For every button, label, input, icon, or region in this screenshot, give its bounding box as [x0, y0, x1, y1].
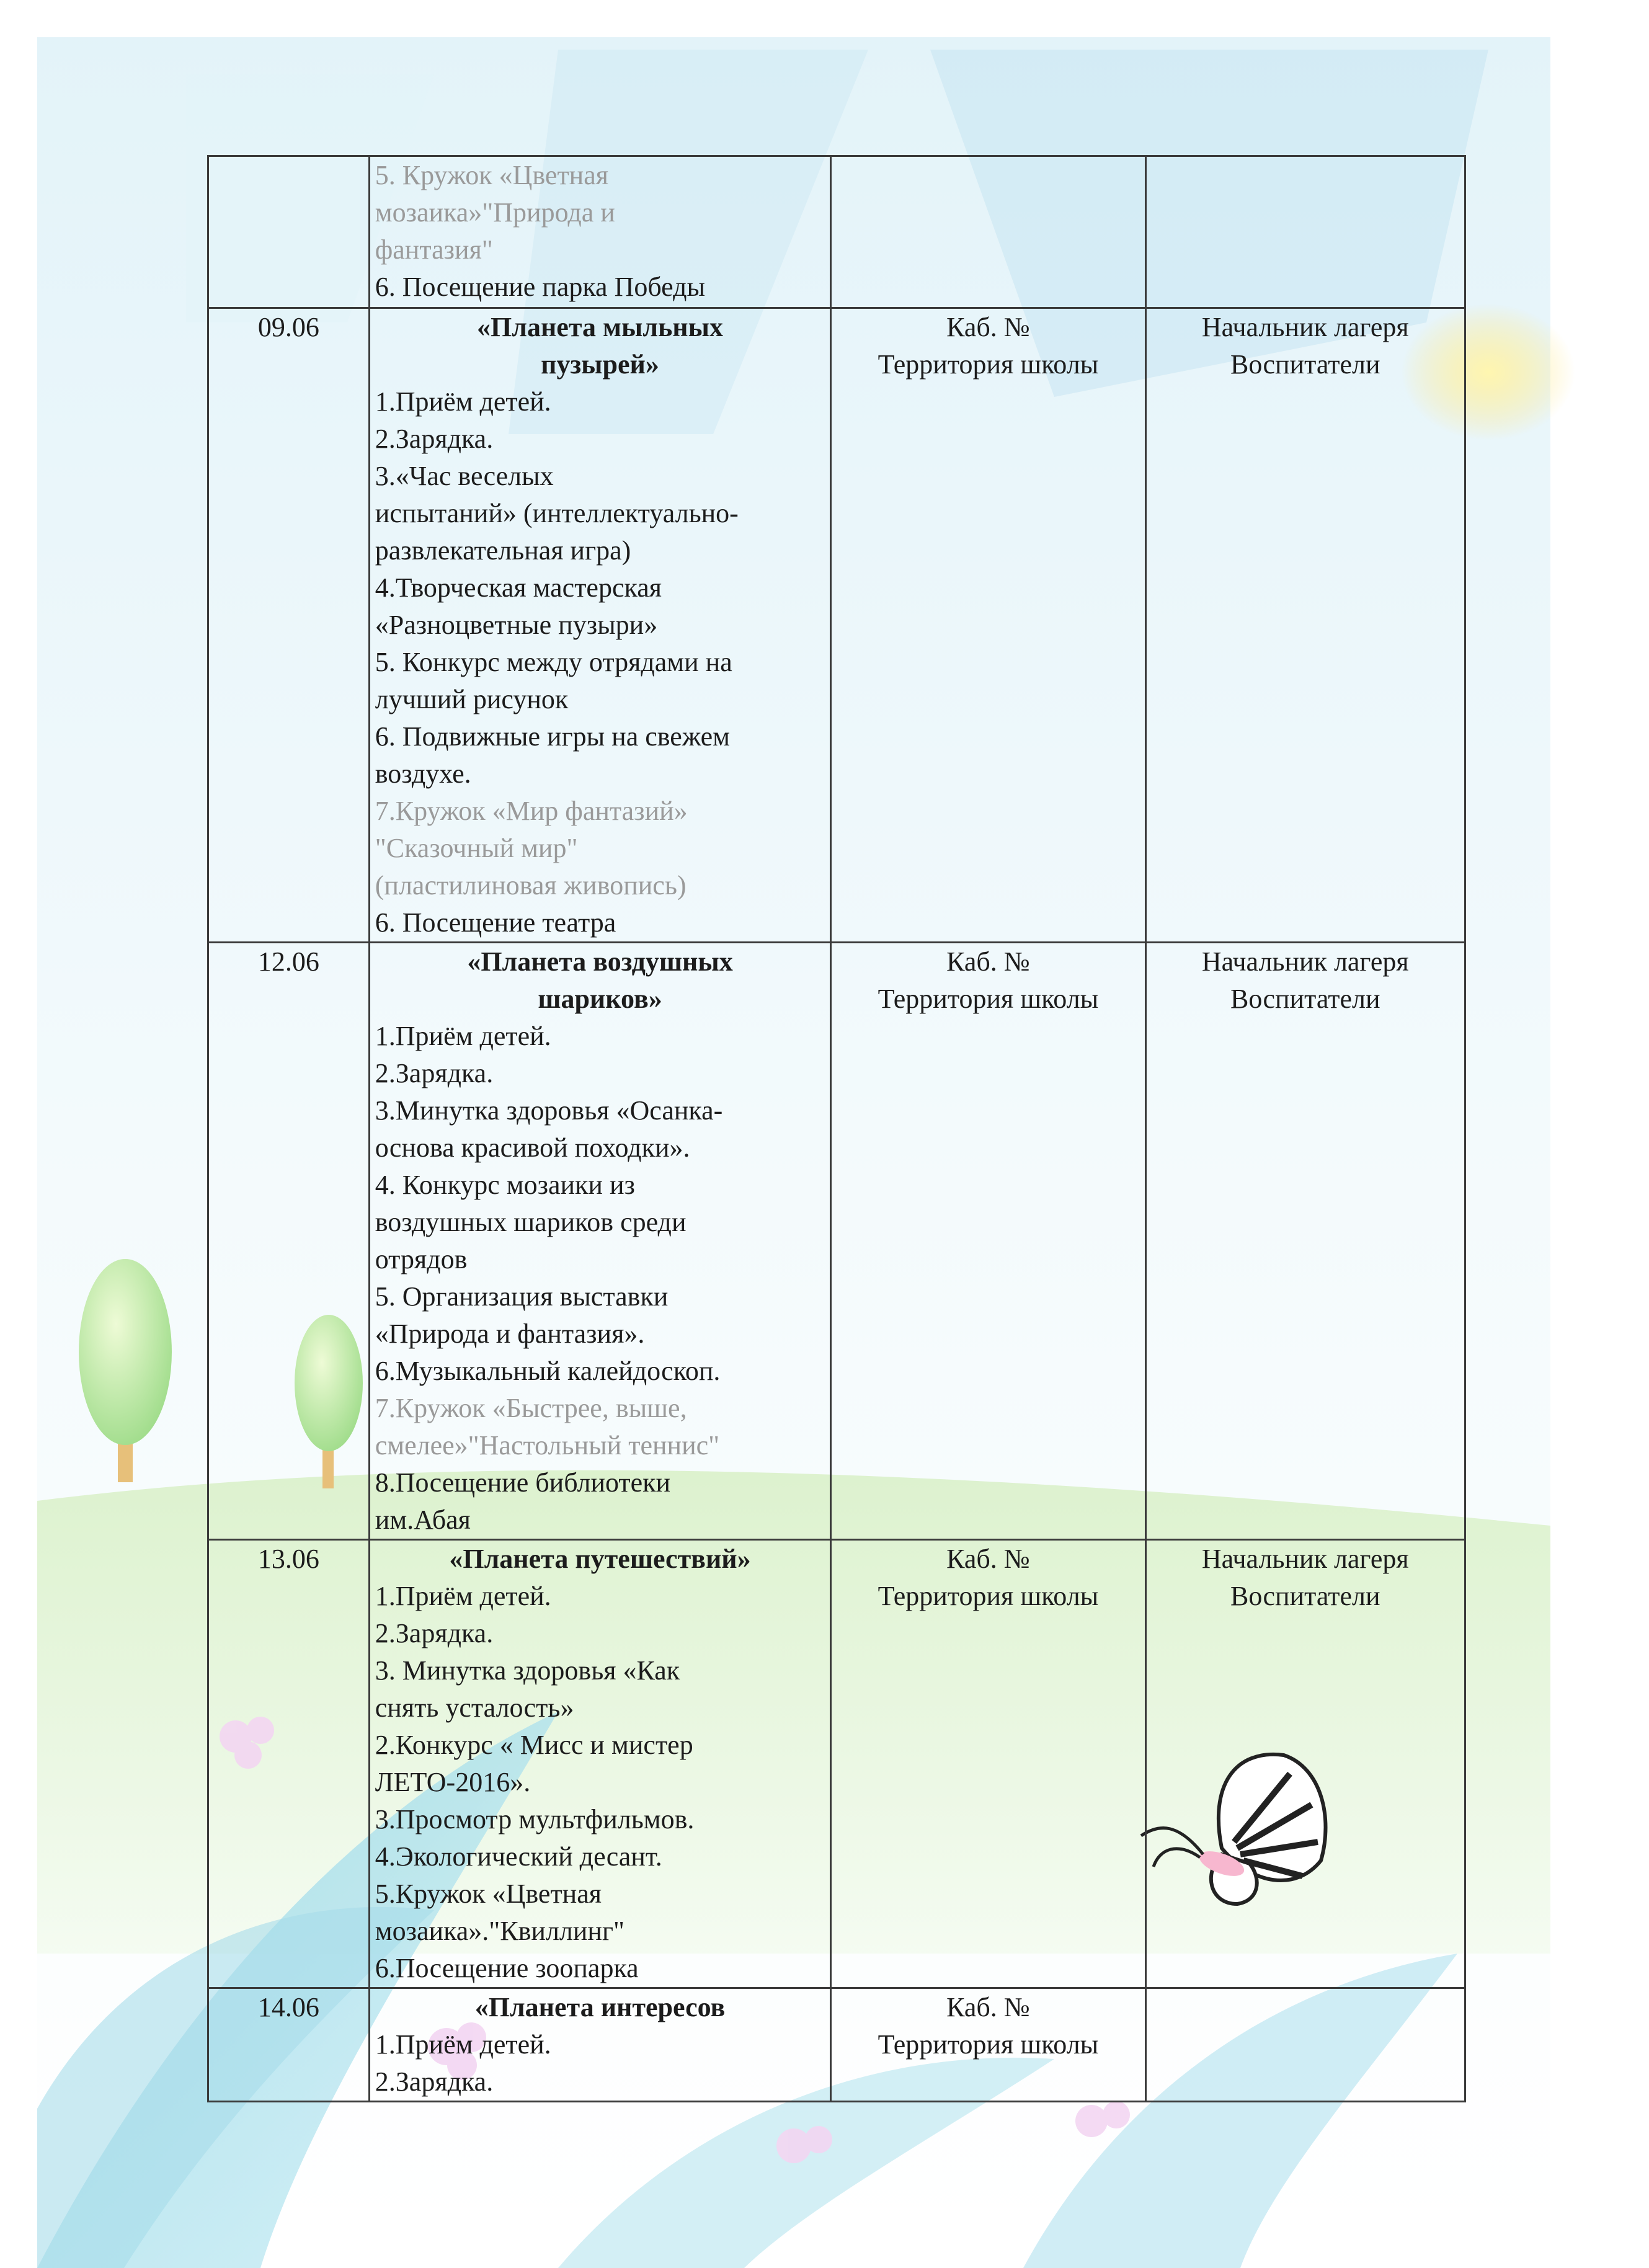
place-cell	[831, 308, 1145, 943]
activity-item: мозаика»."Квиллинг"	[375, 1916, 624, 1946]
place-cell	[831, 1540, 1145, 1988]
activity-item: 2.Зарядка.	[375, 2066, 494, 2097]
date-cell	[208, 308, 370, 943]
responsible-line: Начальник лагеря	[1201, 312, 1409, 342]
activity-item: 4. Конкурс мозаики из	[375, 1170, 635, 1200]
activity-item: 5. Кружок «Цветная	[375, 160, 608, 190]
activity-item: мозаика»"Природа и	[375, 197, 615, 228]
day-theme-title: «Планета путешествий»	[449, 1544, 751, 1574]
activities-cell	[369, 943, 831, 1540]
activity-item: 1.Приём детей.	[375, 1581, 551, 1611]
activity-item: 4.Творческая мастерская	[375, 572, 662, 603]
activities-cell	[369, 1988, 831, 2102]
schedule-row	[208, 308, 1465, 943]
camp-schedule-table	[207, 155, 1466, 2102]
responsible-line: Начальник лагеря	[1201, 1544, 1409, 1574]
activity-item: «Разноцветные пузыри»	[375, 610, 658, 640]
activity-item: 3.«Час веселых	[375, 461, 554, 491]
place-line: Каб. №	[946, 312, 1030, 342]
activity-item: 8.Посещение библиотеки	[375, 1467, 671, 1498]
day-theme-title: шариков»	[538, 984, 662, 1014]
day-theme-title: «Планета мыльных	[477, 312, 723, 342]
activity-item: «Природа и фантазия».	[375, 1319, 645, 1349]
activity-item: 3.Просмотр мультфильмов.	[375, 1804, 695, 1834]
activity-item: 7.Кружок «Быстрее, выше,	[375, 1393, 687, 1423]
activity-item: 1.Приём детей.	[375, 1021, 551, 1051]
activity-item: 5.Кружок «Цветная	[375, 1879, 602, 1909]
place-line: Территория школы	[878, 984, 1099, 1014]
activities-cell	[369, 308, 831, 943]
activity-item: (пластилиновая живопись)	[375, 870, 687, 901]
place-cell	[831, 156, 1145, 308]
place-line: Каб. №	[946, 1992, 1030, 2022]
activity-item: основа красивой походки».	[375, 1132, 690, 1163]
responsible-cell	[1145, 943, 1465, 1540]
activity-item: 3. Минутка здоровья «Как	[375, 1655, 680, 1686]
place-line: Территория школы	[878, 1581, 1099, 1611]
activity-item: фантазия"	[375, 234, 493, 265]
responsible-cell	[1145, 156, 1465, 308]
date-cell	[208, 1540, 370, 1988]
activity-item: "Сказочный мир"	[375, 833, 578, 863]
activity-item: 2.Конкурс « Мисс и мистер	[375, 1730, 693, 1760]
responsible-line: Начальник лагеря	[1201, 946, 1409, 977]
responsible-cell	[1145, 1540, 1465, 1988]
activity-item: снять усталость»	[375, 1692, 574, 1723]
responsible-line: Воспитатели	[1230, 1581, 1380, 1611]
place-line: Территория школы	[878, 2029, 1099, 2060]
place-line: Каб. №	[946, 1544, 1030, 1574]
activities-cell	[369, 1540, 831, 1988]
schedule-row	[208, 943, 1465, 1540]
activity-item: воздушных шариков среди	[375, 1207, 687, 1237]
schedule-row	[208, 1988, 1465, 2102]
place-cell	[831, 1988, 1145, 2102]
activity-item: им.Абая	[375, 1505, 471, 1535]
date-value: 09.06	[257, 312, 319, 342]
activity-item: 1.Приём детей.	[375, 386, 551, 417]
activity-item: отрядов	[375, 1244, 468, 1274]
activity-item: 5. Организация выставки	[375, 1281, 669, 1312]
date-value: 14.06	[257, 1992, 319, 2022]
responsible-cell	[1145, 1988, 1465, 2102]
place-line: Каб. №	[946, 946, 1030, 977]
activity-item: воздухе.	[375, 758, 471, 789]
activity-item: 3.Минутка здоровья «Осанка-	[375, 1095, 723, 1126]
activity-item: 2.Зарядка.	[375, 424, 494, 454]
activity-item: 1.Приём детей.	[375, 2029, 551, 2060]
place-line: Территория школы	[878, 349, 1099, 380]
date-cell	[208, 156, 370, 308]
activity-item: 6.Музыкальный калейдоскоп.	[375, 1356, 721, 1386]
activity-item: смелее»"Настольный теннис"	[375, 1430, 720, 1461]
activity-item: развлекательная игра)	[375, 535, 631, 566]
place-cell	[831, 943, 1145, 1540]
activity-item: испытаний» (интеллектуально-	[375, 498, 739, 528]
day-theme-title: пузырей»	[541, 349, 659, 380]
activity-item: 5. Конкурс между отрядами на	[375, 647, 732, 677]
activity-item: 6. Посещение парка Победы	[375, 272, 706, 302]
activity-item: лучший рисунок	[375, 684, 569, 714]
date-cell	[208, 943, 370, 1540]
activity-item: ЛЕТО-2016».	[375, 1767, 531, 1797]
activity-item: 6.Посещение зоопарка	[375, 1953, 639, 1983]
day-theme-title: «Планета интересов	[474, 1992, 726, 2022]
date-value: 12.06	[257, 946, 319, 977]
date-value: 13.06	[257, 1544, 319, 1574]
responsible-line: Воспитатели	[1230, 349, 1380, 380]
activity-item: 4.Экологический десант.	[375, 1841, 662, 1872]
activity-item: 2.Зарядка.	[375, 1618, 494, 1648]
schedule-row	[208, 1540, 1465, 1988]
day-theme-title: «Планета воздушных	[467, 946, 733, 977]
activity-item: 6. Подвижные игры на свежем	[375, 721, 731, 752]
responsible-line: Воспитатели	[1230, 984, 1380, 1014]
responsible-cell	[1145, 308, 1465, 943]
date-cell	[208, 1988, 370, 2102]
activities-cell	[369, 156, 831, 308]
activity-item: 7.Кружок «Мир фантазий»	[375, 796, 688, 826]
activity-item: 2.Зарядка.	[375, 1058, 494, 1088]
activity-item: 6. Посещение театра	[375, 907, 616, 938]
schedule-row	[208, 156, 1465, 308]
